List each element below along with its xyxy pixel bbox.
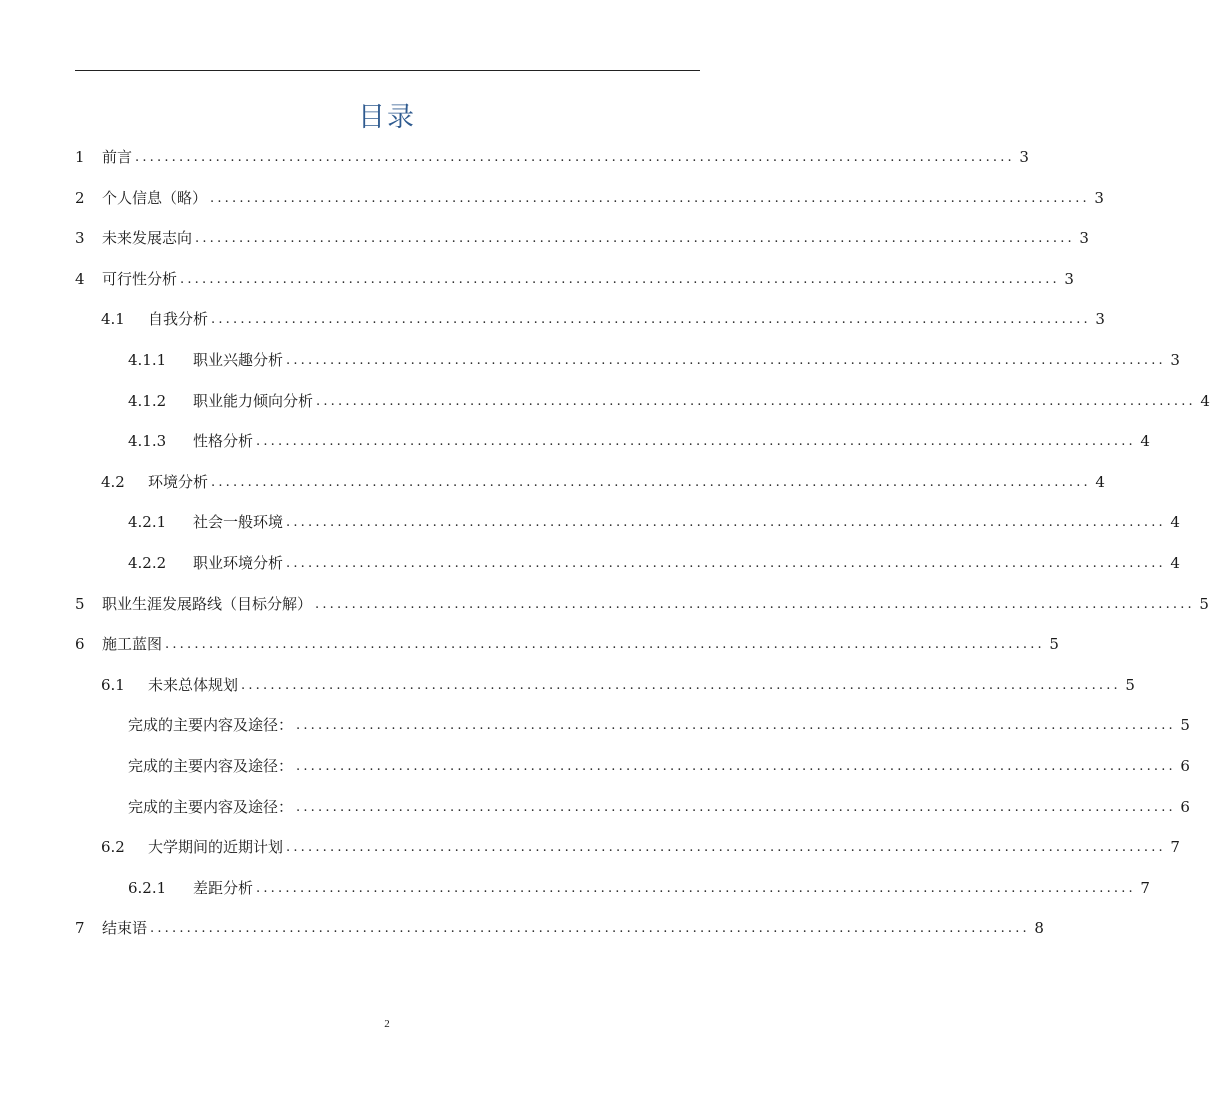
toc-entry-title: 自我分析 bbox=[148, 310, 209, 329]
toc-entry[interactable] bbox=[75, 836, 1180, 858]
toc-entry-title: 完成的主要内容及途径： bbox=[128, 797, 294, 816]
toc-dot-leader: ........................................................................................................................ bbox=[316, 393, 1196, 409]
toc-dot-leader: ........................................................................................................................ bbox=[135, 150, 1015, 165]
toc-entry-number: 6.2.1 bbox=[128, 878, 167, 897]
toc-dot-leader: ........................................................................................................................ bbox=[296, 718, 1176, 734]
toc-entry[interactable] bbox=[75, 430, 1150, 452]
toc-entry[interactable] bbox=[75, 308, 1105, 330]
toc-entry-page: 6 bbox=[1180, 797, 1190, 816]
toc-entry-number: 3 bbox=[75, 229, 85, 248]
toc-entry[interactable] bbox=[75, 187, 1104, 209]
toc-entry[interactable] bbox=[75, 714, 1190, 736]
page-number: 2 bbox=[384, 1018, 390, 1030]
toc-entry-page: 4 bbox=[1170, 554, 1180, 572]
toc-entry[interactable] bbox=[75, 593, 1209, 615]
toc-dot-leader: ........................................................................................................................ bbox=[256, 434, 1136, 450]
toc-dot-leader: ........................................................................................................................ bbox=[296, 759, 1176, 774]
toc-entry[interactable] bbox=[75, 917, 1044, 939]
toc-entry[interactable] bbox=[75, 877, 1150, 899]
toc-dot-leader: ........................................................................................................................ bbox=[165, 637, 1045, 653]
toc-entry-number: 6 bbox=[75, 635, 85, 654]
toc-entry-title: 前言 bbox=[102, 148, 133, 166]
toc-entry-page: 4 bbox=[1095, 472, 1105, 491]
toc-dot-leader: ........................................................................................................................ bbox=[286, 556, 1166, 571]
toc-entry-number: 4.2.2 bbox=[128, 554, 167, 572]
toc-entry-number: 4.1.3 bbox=[128, 432, 167, 451]
toc-entry[interactable] bbox=[75, 349, 1180, 371]
toc-dot-leader: ........................................................................................................................ bbox=[286, 840, 1166, 856]
toc-entry-title: 职业兴趣分析 bbox=[193, 351, 284, 369]
toc-entry-title: 完成的主要内容及途径： bbox=[128, 716, 294, 735]
toc-dot-leader: ........................................................................................................................ bbox=[195, 231, 1075, 247]
toc-entry-title: 性格分析 bbox=[193, 432, 254, 451]
toc-entry-number: 4.2 bbox=[101, 472, 125, 491]
toc-entry-number: 6.1 bbox=[101, 675, 125, 694]
toc-entry-page: 5 bbox=[1125, 675, 1135, 694]
toc-entry-title: 施工蓝图 bbox=[102, 635, 163, 654]
toc-entry-page: 4 bbox=[1200, 391, 1210, 410]
toc-entry-title: 未来总体规划 bbox=[148, 675, 239, 694]
toc-entry-number: 6.2 bbox=[101, 838, 125, 857]
toc-dot-leader: ........................................................................................................................ bbox=[286, 353, 1166, 368]
toc-entry-title: 社会一般环境 bbox=[193, 513, 284, 532]
toc-dot-leader: ........................................................................................................................ bbox=[241, 677, 1121, 693]
toc-dot-leader: ........................................................................................................................ bbox=[286, 515, 1166, 531]
toc-entry-title: 职业能力倾向分析 bbox=[193, 391, 314, 410]
toc-entry[interactable] bbox=[75, 268, 1074, 290]
toc-entry-number: 7 bbox=[75, 919, 85, 938]
toc-entry-title: 个人信息（略） bbox=[102, 188, 208, 207]
toc-entry-page: 3 bbox=[1064, 269, 1074, 288]
toc-dot-leader: ........................................................................................................................ bbox=[256, 880, 1136, 896]
toc-entry-page: 3 bbox=[1094, 188, 1104, 207]
toc-dot-leader: ........................................................................................................................ bbox=[315, 596, 1195, 612]
toc-dot-leader: ........................................................................................................................ bbox=[180, 271, 1060, 287]
header-rule bbox=[75, 70, 700, 71]
toc-entry-title: 未来发展志向 bbox=[102, 229, 193, 248]
toc-entry[interactable] bbox=[75, 796, 1190, 818]
toc-entry-number: 5 bbox=[75, 594, 85, 613]
toc-entry-number: 4.1.1 bbox=[128, 351, 167, 369]
toc-entry-number: 1 bbox=[75, 148, 85, 166]
toc-entry[interactable] bbox=[75, 227, 1089, 249]
toc-entry[interactable] bbox=[75, 511, 1180, 533]
toc-entry-page: 3 bbox=[1170, 351, 1180, 369]
toc-entry-page: 5 bbox=[1199, 594, 1209, 613]
toc-entry-page: 5 bbox=[1049, 635, 1059, 654]
toc-entry[interactable] bbox=[75, 471, 1105, 493]
toc-entry-page: 3 bbox=[1019, 148, 1029, 166]
toc-entry-title: 差距分析 bbox=[193, 878, 254, 897]
toc-dot-leader: ........................................................................................................................ bbox=[211, 474, 1091, 490]
toc-entry-number: 2 bbox=[75, 188, 85, 207]
toc-dot-leader: ........................................................................................................................ bbox=[296, 799, 1176, 815]
toc-entry-page: 7 bbox=[1140, 878, 1150, 897]
toc-entry[interactable] bbox=[75, 552, 1180, 574]
toc-entry[interactable] bbox=[75, 633, 1059, 655]
toc-dot-leader: ........................................................................................................................ bbox=[210, 190, 1090, 206]
toc-entry-page: 5 bbox=[1180, 716, 1190, 735]
toc-entry-page: 8 bbox=[1034, 919, 1044, 938]
toc-entry-page: 3 bbox=[1079, 229, 1089, 248]
toc-entry-page: 4 bbox=[1140, 432, 1150, 451]
toc-entry-title: 完成的主要内容及途径： bbox=[128, 757, 294, 775]
toc-entry-page: 4 bbox=[1170, 513, 1180, 532]
toc-dot-leader: ........................................................................................................................ bbox=[150, 921, 1030, 937]
toc-entry-page: 3 bbox=[1095, 310, 1105, 329]
toc-entry-page: 6 bbox=[1180, 757, 1190, 775]
toc-entry-title: 职业生涯发展路线（目标分解） bbox=[102, 594, 313, 613]
toc-entry[interactable] bbox=[75, 674, 1135, 696]
toc-entry[interactable] bbox=[75, 146, 1029, 168]
toc-dot-leader: ........................................................................................................................ bbox=[211, 312, 1091, 328]
toc-entry[interactable] bbox=[75, 390, 1210, 412]
toc-entry-page: 7 bbox=[1170, 838, 1180, 857]
toc-entry-number: 4.2.1 bbox=[128, 513, 167, 532]
toc-entry[interactable] bbox=[75, 755, 1190, 777]
toc-entry-number: 4.1 bbox=[101, 310, 125, 329]
toc-entry-number: 4 bbox=[75, 269, 85, 288]
toc-entry-title: 可行性分析 bbox=[102, 269, 178, 288]
toc-title: 目录 bbox=[358, 102, 416, 133]
toc-entry-number: 4.1.2 bbox=[128, 391, 167, 410]
toc-entry-title: 大学期间的近期计划 bbox=[148, 838, 284, 857]
toc-entry-title: 结束语 bbox=[102, 919, 148, 938]
toc-entry-title: 环境分析 bbox=[148, 472, 209, 491]
toc-entry-title: 职业环境分析 bbox=[193, 554, 284, 572]
